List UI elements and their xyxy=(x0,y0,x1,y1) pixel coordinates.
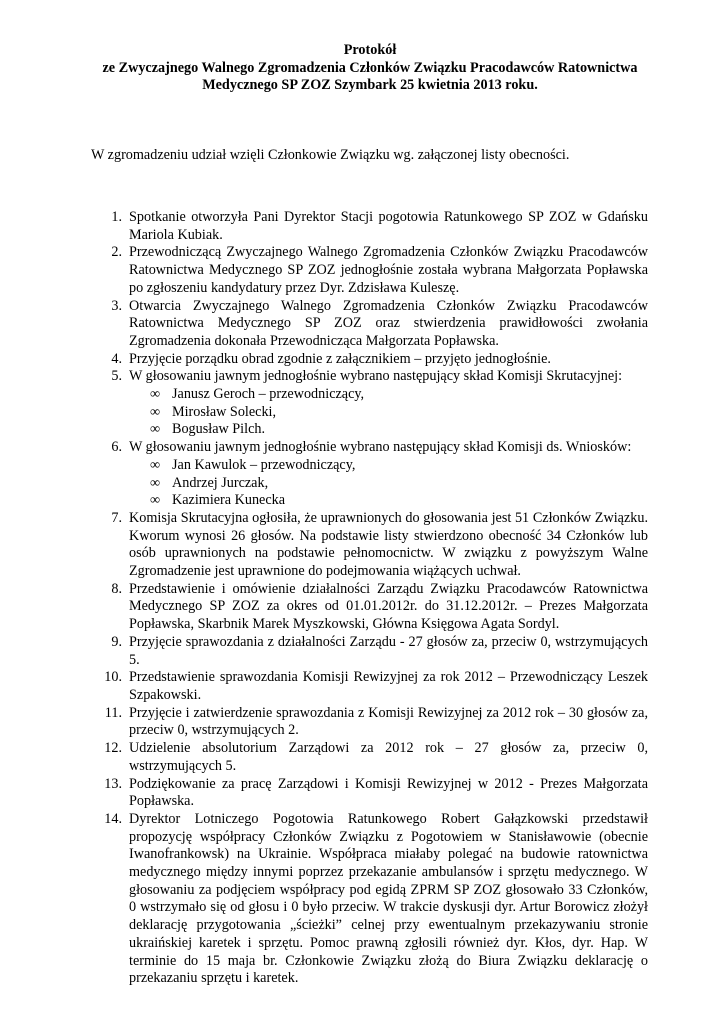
item-text: Przedstawienie i omówienie działalności Zarządu Związku Pracodawców Ratownictwa Medycznego SP ZOZ za okres od 01.01.2012r. do 31.12.2012r. – Prezes Małgorzata Popławska, Skarbnik Marek Myszkowski, Główna Księgowa Agata Sordyl. xyxy=(129,580,648,633)
member-name: Andrzej Jurczak, xyxy=(172,474,269,491)
item-number: 5. xyxy=(111,368,122,385)
member-name: Kazimiera Kunecka xyxy=(172,492,286,509)
numbered-list xyxy=(91,209,648,988)
item-text: Przewodniczącą Zwyczajnego Walnego Zgromadzenia Członków Związku Pracodawców Ratownictwa Medycznego SP ZOZ jednogłośnie została wybrana Małgorzata Popławska po zgłoszeniu kandydatury przez Dyr. Zdzisława Kuleszę. xyxy=(129,244,648,296)
item-text: Dyrektor Lotniczego Pogotowia Ratunkowego Robert Gałązkowski przedstawił propozycję współpracy Członków Związku z Pogotowiem w Stanisławowie (obecnie Iwanofrankowsk) na Ukrainie. Współpraca miałaby polegać na budowie ratownictwa medycznego między innymi poprzez przekazanie ambulansów i sprzętu medycznego. W głosowaniu za podjęciem współpracy pod egidą ZPRM SP ZOZ głosowało 33 Członków, 0 wstrzymało się od głosu i 0 było przeciw. W trakcie dyskusji dyr. Artur Borowicz złożył deklarację przygotowania „ścieżki” celnej przy ewentualnym przekazywaniu stronie ukraińskiej karetek i sprzętu. Pomoc prawną zgłosili również dyr. Kłos, dyr. Hap. W terminie do 15 maja br. Członkowie Związku złożą do Biura Związku deklarację o przekazaniu sprzętu i karetek. xyxy=(129,810,648,987)
list-item xyxy=(91,510,648,581)
item-number: 7. xyxy=(111,509,122,526)
item-number: 11. xyxy=(104,704,122,721)
item-number: 14. xyxy=(104,810,122,827)
item-text: Otwarcia Zwyczajnego Walnego Zgromadzenia Członków Związku Pracodawców Ratownictwa Medycznego SP ZOZ oraz stwierdzenia prawidłowości zwołania Zgromadzenia dokonała Przewodnicząca Małgorzata Popławska. xyxy=(129,297,648,349)
list-item xyxy=(91,439,648,457)
infinity-bullet-icon: ∞ xyxy=(150,386,161,403)
item-number: 6. xyxy=(111,439,122,456)
infinity-bullet-icon: ∞ xyxy=(150,474,161,491)
infinity-bullet-icon: ∞ xyxy=(150,492,161,509)
title-line-1: Protokół xyxy=(343,42,397,58)
item-text: W głosowaniu jawnym jednogłośnie wybrano następujący skład Komisji Skrutacyjnej: xyxy=(129,368,623,385)
list-item xyxy=(91,368,648,386)
list-item xyxy=(91,634,648,669)
item-text: Przyjęcie i zatwierdzenie sprawozdania z Komisji Rewizyjnej za 2012 rok – 30 głosów za, przeciw 0, wstrzymujących 2. xyxy=(129,704,648,739)
list-item xyxy=(91,351,648,369)
item-text: Przedstawienie sprawozdania Komisji Rewizyjnej za rok 2012 – Przewodniczący Leszek Szpakowski. xyxy=(129,669,648,703)
list-item xyxy=(91,811,648,988)
item-number: 13. xyxy=(104,775,122,792)
document-title xyxy=(70,42,670,95)
item-text: Spotkanie otworzyła Pani Dyrektor Stacji pogotowia Ratunkowego SP ZOZ w Gdańsku Mariola Kubiak. xyxy=(129,209,648,243)
item-text: Udzielenie absolutorium Zarządowi za 2012 rok – 27 głosów za, przeciw 0, wstrzymujących 5. xyxy=(129,740,648,774)
member-name: Janusz Geroch – przewodniczący, xyxy=(172,386,365,403)
skrutacyjna-member xyxy=(91,421,648,439)
title-line-3: Medycznego SP ZOZ Szymbark 25 kwietnia 2013 roku. xyxy=(202,77,538,94)
item-number: 8. xyxy=(111,580,122,597)
wnioskow-member xyxy=(91,492,648,510)
list-item xyxy=(91,298,648,351)
list-item xyxy=(91,209,648,244)
item-text: W głosowaniu jawnym jednogłośnie wybrano następujący skład Komisji ds. Wniosków: xyxy=(129,439,632,456)
item-text: Podziękowanie za pracę Zarządowi i Komisji Rewizyjnej w 2012 - Prezes Małgorzata Popławska. xyxy=(129,775,648,810)
wnioskow-member xyxy=(91,475,648,493)
skrutacyjna-member xyxy=(91,386,648,404)
member-name: Bogusław Pilch. xyxy=(172,421,266,438)
list-item xyxy=(91,776,648,811)
item-text: Komisja Skrutacyjna ogłosiła, że uprawnionych do głosowania jest 51 Członków Związku. Kworum wynosi 26 głosów. Na podstawie listy stwierdzono obecność 34 Członków lub osób uprawnionych na podstawie pełnomocnictw. W związku z powyższym Walne Zgromadzenie jest uprawnione do podejmowania wiążących uchwał. xyxy=(129,509,648,580)
item-number: 10. xyxy=(104,669,122,686)
intro-paragraph: W zgromadzeniu udział wzięli Członkowie Związku wg. załączonej listy obecności. xyxy=(91,147,570,163)
wnioskow-member xyxy=(91,457,648,475)
list-item xyxy=(91,581,648,634)
infinity-bullet-icon: ∞ xyxy=(150,403,161,420)
list-item xyxy=(91,740,648,775)
item-text: Przyjęcie sprawozdania z działalności Zarządu - 27 głosów za, przeciw 0, wstrzymujących 5. xyxy=(129,633,648,668)
item-number: 9. xyxy=(111,633,122,650)
item-number: 12. xyxy=(104,740,122,757)
item-text: Przyjęcie porządku obrad zgodnie z załącznikiem – przyjęto jednogłośnie. xyxy=(129,350,551,367)
list-item xyxy=(91,669,648,704)
item-number: 4. xyxy=(111,350,122,367)
infinity-bullet-icon: ∞ xyxy=(150,421,161,438)
item-number: 2. xyxy=(111,244,122,261)
title-line-2: ze Zwyczajnego Walnego Zgromadzenia Członków Związku Pracodawców Ratownictwa xyxy=(102,59,638,76)
infinity-bullet-icon: ∞ xyxy=(150,456,161,473)
list-item xyxy=(91,705,648,740)
item-number: 3. xyxy=(111,297,122,314)
member-name: Mirosław Solecki, xyxy=(172,403,277,420)
item-number: 1. xyxy=(111,209,122,225)
member-name: Jan Kawulok – przewodniczący, xyxy=(172,456,356,473)
list-item xyxy=(91,244,648,297)
skrutacyjna-member xyxy=(91,404,648,422)
